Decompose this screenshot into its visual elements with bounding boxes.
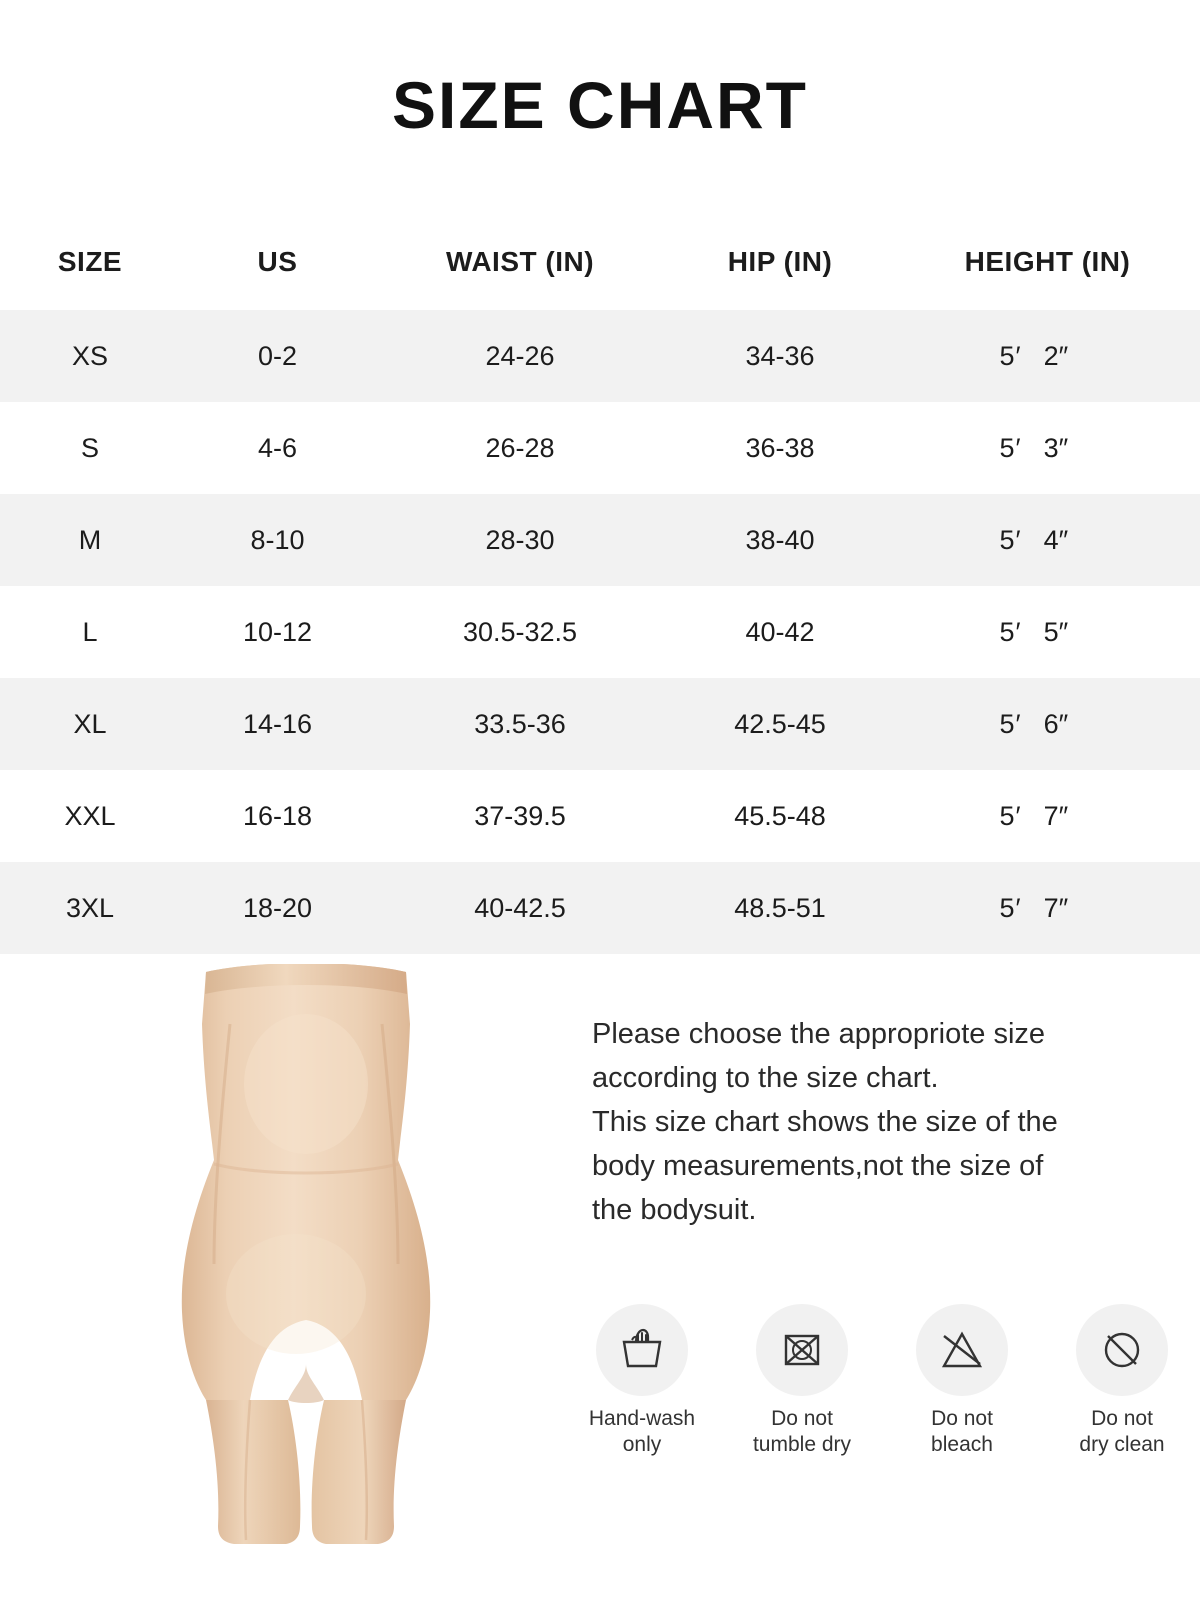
care-label-line-1: Do not	[1091, 1407, 1153, 1430]
right-leg	[312, 1400, 406, 1544]
cell-waist: 33.5-36	[375, 678, 665, 770]
table-header-row	[0, 214, 1200, 310]
shapewear-shorts-illustration	[110, 964, 500, 1549]
column-header-us: US	[180, 214, 375, 310]
cell-size: XXL	[0, 770, 180, 862]
cell-us: 18-20	[180, 862, 375, 954]
cell-height	[895, 310, 1200, 402]
size-table-container	[0, 214, 1200, 954]
no-bleach-icon	[916, 1304, 1008, 1396]
bottom-section	[0, 964, 1200, 1576]
page-title-area	[0, 0, 1200, 142]
cell-hip: 40-42	[665, 586, 895, 678]
table-row	[0, 862, 1200, 954]
table-row	[0, 310, 1200, 402]
care-item-no-bleach	[892, 1304, 1032, 1458]
cell-height-feet: 5′	[999, 524, 1022, 555]
size-table	[0, 214, 1200, 954]
size-note-line-1: Please choose the appropriote size	[592, 1018, 1046, 1050]
cell-size: S	[0, 402, 180, 494]
cell-height-feet: 5′	[999, 616, 1022, 647]
cell-us: 8-10	[180, 494, 375, 586]
cell-size: 3XL	[0, 862, 180, 954]
no-dry-clean-icon	[1076, 1304, 1168, 1396]
cell-height-feet: 5′	[999, 432, 1022, 463]
care-label-line-1: Do not	[931, 1407, 993, 1430]
left-leg	[206, 1400, 300, 1544]
cell-us: 16-18	[180, 770, 375, 862]
cell-waist: 24-26	[375, 310, 665, 402]
care-item-hand-wash	[572, 1304, 712, 1458]
care-label-line-2: only	[622, 1433, 662, 1456]
cell-size: XL	[0, 678, 180, 770]
table-row	[0, 402, 1200, 494]
size-note	[592, 1012, 1172, 1232]
cell-height-inches: 4″	[1043, 524, 1069, 555]
cell-height-inches: 3″	[1043, 432, 1069, 463]
table-header	[0, 214, 1200, 310]
cell-size: M	[0, 494, 180, 586]
cell-hip: 38-40	[665, 494, 895, 586]
crotch-seam	[288, 1364, 324, 1403]
care-label-line-1: Do not	[771, 1407, 833, 1430]
care-label-line-2: bleach	[931, 1433, 993, 1456]
cell-height-feet: 5′	[999, 708, 1022, 739]
care-label-line-1: Hand-wash	[588, 1407, 696, 1430]
cell-height	[895, 402, 1200, 494]
cell-us: 10-12	[180, 586, 375, 678]
cell-height-feet: 5′	[999, 340, 1022, 371]
cell-height-inches: 6″	[1043, 708, 1069, 739]
cell-height	[895, 586, 1200, 678]
size-note-line-4: body measurements,not the size of	[592, 1150, 1044, 1182]
table-row	[0, 586, 1200, 678]
cell-height	[895, 862, 1200, 954]
column-header-size: SIZE	[0, 214, 180, 310]
cell-height	[895, 678, 1200, 770]
cell-height	[895, 770, 1200, 862]
cell-height-feet: 5′	[999, 800, 1022, 831]
hand-wash-icon	[596, 1304, 688, 1396]
care-label-line-2: tumble dry	[752, 1433, 852, 1456]
table-row	[0, 678, 1200, 770]
care-label-line-2: dry clean	[1079, 1433, 1165, 1456]
cell-height	[895, 494, 1200, 586]
size-note-line-3: This size chart shows the size of the	[592, 1106, 1058, 1138]
cell-us: 14-16	[180, 678, 375, 770]
cell-hip: 36-38	[665, 402, 895, 494]
cell-height-inches: 5″	[1043, 616, 1069, 647]
no-tumble-dry-icon	[756, 1304, 848, 1396]
cell-hip: 34-36	[665, 310, 895, 402]
cell-size: XS	[0, 310, 180, 402]
column-header-waist: WAIST (IN)	[375, 214, 665, 310]
cell-hip: 42.5-45	[665, 678, 895, 770]
cell-waist: 30.5-32.5	[375, 586, 665, 678]
cell-height-inches: 7″	[1043, 892, 1069, 923]
cell-hip: 45.5-48	[665, 770, 895, 862]
highlight-hip	[226, 1234, 366, 1354]
cell-waist: 37-39.5	[375, 770, 665, 862]
cell-waist: 26-28	[375, 402, 665, 494]
cell-height-inches: 7″	[1043, 800, 1069, 831]
cell-height-inches: 2″	[1043, 340, 1069, 371]
cell-us: 4-6	[180, 402, 375, 494]
highlight-torso	[244, 1014, 368, 1154]
cell-size: L	[0, 586, 180, 678]
column-header-hip: HIP (IN)	[665, 214, 895, 310]
table-row	[0, 494, 1200, 586]
column-header-height: HEIGHT (IN)	[895, 214, 1200, 310]
size-note-line-2: according to the size chart.	[592, 1062, 939, 1094]
cell-us: 0-2	[180, 310, 375, 402]
care-instructions	[572, 1304, 1192, 1458]
cell-hip: 48.5-51	[665, 862, 895, 954]
size-note-line-5: the bodysuit.	[592, 1194, 757, 1226]
product-image	[110, 964, 500, 1549]
cell-height-feet: 5′	[999, 892, 1022, 923]
table-body	[0, 310, 1200, 954]
page-title: SIZE CHART	[392, 68, 808, 142]
care-item-no-tumble-dry	[732, 1304, 872, 1458]
table-row	[0, 770, 1200, 862]
cell-waist: 40-42.5	[375, 862, 665, 954]
care-item-no-dry-clean	[1052, 1304, 1192, 1458]
cell-waist: 28-30	[375, 494, 665, 586]
